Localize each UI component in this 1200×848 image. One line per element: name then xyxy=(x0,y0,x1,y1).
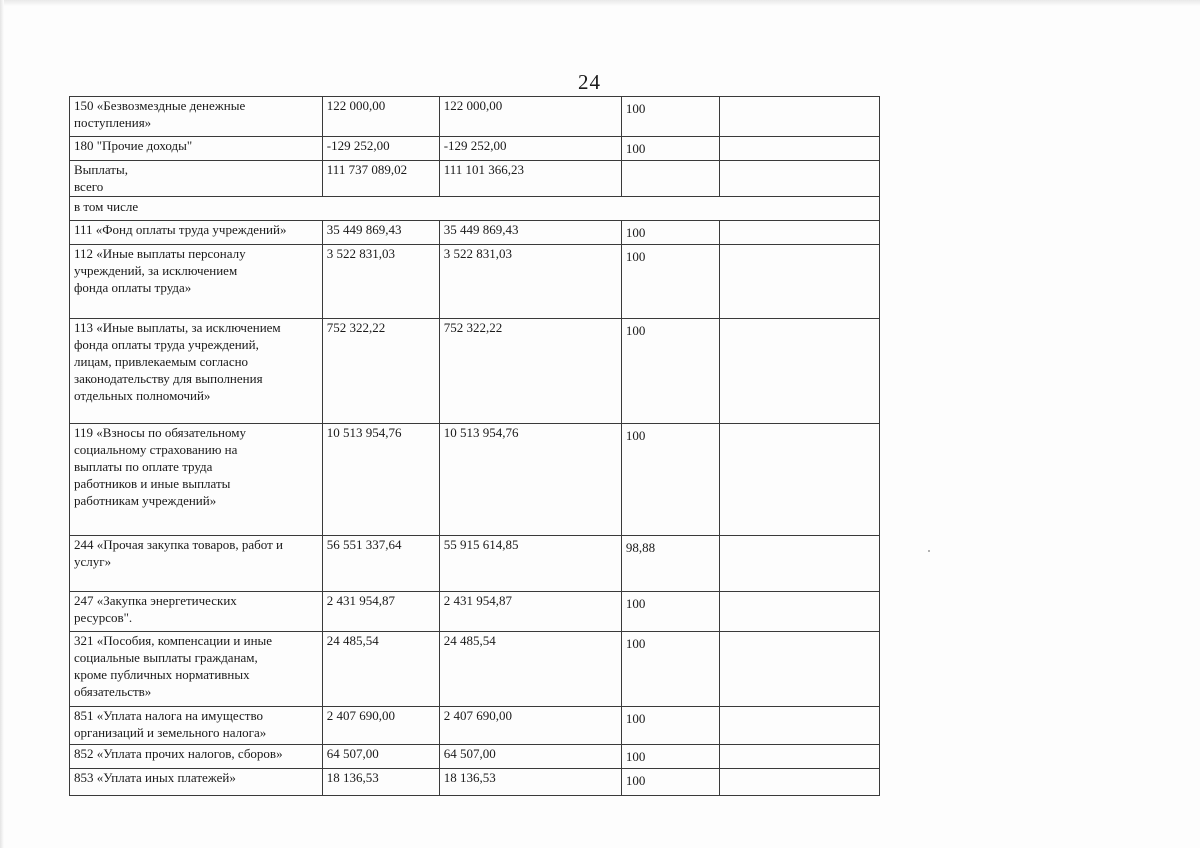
table-row xyxy=(70,592,880,632)
actual-amount-cell: 111 101 366,23 xyxy=(439,161,621,197)
item-label-cell: 852 «Уплата прочих налогов, сборов» xyxy=(70,745,323,769)
plan-amount-cell: 35 449 869,43 xyxy=(322,221,439,245)
item-label-cell: 112 «Иные выплаты персоналу учреждений, за исключением фонда оплаты труда» xyxy=(70,245,323,319)
percent-cell: 98,88 xyxy=(621,536,719,592)
item-label-cell: 180 "Прочие доходы" xyxy=(70,137,323,161)
section-label-cell: в том числе xyxy=(70,197,880,221)
plan-amount-cell: 752 322,22 xyxy=(322,319,439,424)
table-row xyxy=(70,424,880,536)
note-cell xyxy=(719,137,879,161)
percent-cell: 100 xyxy=(621,707,719,745)
actual-amount-cell: -129 252,00 xyxy=(439,137,621,161)
item-label-cell: 111 «Фонд оплаты труда учреждений» xyxy=(70,221,323,245)
table-row xyxy=(70,745,880,769)
actual-amount-cell: 3 522 831,03 xyxy=(439,245,621,319)
plan-amount-cell: 18 136,53 xyxy=(322,769,439,796)
percent-cell: 100 xyxy=(621,245,719,319)
item-label-cell: Выплаты, всего xyxy=(70,161,323,197)
actual-amount-cell: 64 507,00 xyxy=(439,745,621,769)
table-body xyxy=(70,97,880,796)
actual-amount-cell: 2 407 690,00 xyxy=(439,707,621,745)
plan-amount-cell: 10 513 954,76 xyxy=(322,424,439,536)
plan-amount-cell: -129 252,00 xyxy=(322,137,439,161)
table-row xyxy=(70,197,880,221)
plan-amount-cell: 64 507,00 xyxy=(322,745,439,769)
item-label-cell: 150 «Безвозмездные денежные поступления» xyxy=(70,97,323,137)
percent-cell: 100 xyxy=(621,592,719,632)
note-cell xyxy=(719,745,879,769)
percent-cell xyxy=(621,161,719,197)
note-cell xyxy=(719,424,879,536)
item-label-cell: 853 «Уплата иных платежей» xyxy=(70,769,323,796)
actual-amount-cell: 10 513 954,76 xyxy=(439,424,621,536)
scan-edge-top xyxy=(0,0,1200,6)
note-cell xyxy=(719,161,879,197)
item-label-cell: 119 «Взносы по обязательному социальному страхованию на выплаты по оплате труда работников и иные выплаты работникам учреждений» xyxy=(70,424,323,536)
note-cell xyxy=(719,245,879,319)
actual-amount-cell: 752 322,22 xyxy=(439,319,621,424)
actual-amount-cell: 35 449 869,43 xyxy=(439,221,621,245)
note-cell xyxy=(719,221,879,245)
note-cell xyxy=(719,319,879,424)
plan-amount-cell: 2 407 690,00 xyxy=(322,707,439,745)
table-row xyxy=(70,97,880,137)
item-label-cell: 113 «Иные выплаты, за исключением фонда оплаты труда учреждений, лицам, привлекаемым согласно законодательству для выполнения отдельных полномочий» xyxy=(70,319,323,424)
table-row xyxy=(70,245,880,319)
percent-cell: 100 xyxy=(621,319,719,424)
scan-speck xyxy=(928,550,930,552)
plan-amount-cell: 56 551 337,64 xyxy=(322,536,439,592)
note-cell xyxy=(719,769,879,796)
table-row xyxy=(70,632,880,707)
percent-cell: 100 xyxy=(621,745,719,769)
note-cell xyxy=(719,97,879,137)
item-label-cell: 244 «Прочая закупка товаров, работ и услуг» xyxy=(70,536,323,592)
table-row xyxy=(70,161,880,197)
plan-amount-cell: 3 522 831,03 xyxy=(322,245,439,319)
table-row xyxy=(70,221,880,245)
plan-amount-cell: 24 485,54 xyxy=(322,632,439,707)
plan-amount-cell: 122 000,00 xyxy=(322,97,439,137)
table-row xyxy=(70,137,880,161)
table-row xyxy=(70,707,880,745)
page-number: 24 xyxy=(578,70,601,94)
actual-amount-cell: 2 431 954,87 xyxy=(439,592,621,632)
item-label-cell: 851 «Уплата налога на имущество организаций и земельного налога» xyxy=(70,707,323,745)
percent-cell: 100 xyxy=(621,769,719,796)
percent-cell: 100 xyxy=(621,632,719,707)
table-row xyxy=(70,319,880,424)
plan-amount-cell: 2 431 954,87 xyxy=(322,592,439,632)
note-cell xyxy=(719,632,879,707)
plan-amount-cell: 111 737 089,02 xyxy=(322,161,439,197)
percent-cell: 100 xyxy=(621,97,719,137)
actual-amount-cell: 122 000,00 xyxy=(439,97,621,137)
scan-edge-left xyxy=(0,0,4,848)
item-label-cell: 247 «Закупка энергетических ресурсов". xyxy=(70,592,323,632)
percent-cell: 100 xyxy=(621,221,719,245)
note-cell xyxy=(719,536,879,592)
note-cell xyxy=(719,707,879,745)
actual-amount-cell: 18 136,53 xyxy=(439,769,621,796)
table-row xyxy=(70,769,880,796)
note-cell xyxy=(719,592,879,632)
percent-cell: 100 xyxy=(621,424,719,536)
budget-execution-table xyxy=(69,96,880,796)
percent-cell: 100 xyxy=(621,137,719,161)
item-label-cell: 321 «Пособия, компенсации и иные социальные выплаты гражданам, кроме публичных нормативных обязательств» xyxy=(70,632,323,707)
table-row xyxy=(70,536,880,592)
actual-amount-cell: 55 915 614,85 xyxy=(439,536,621,592)
actual-amount-cell: 24 485,54 xyxy=(439,632,621,707)
